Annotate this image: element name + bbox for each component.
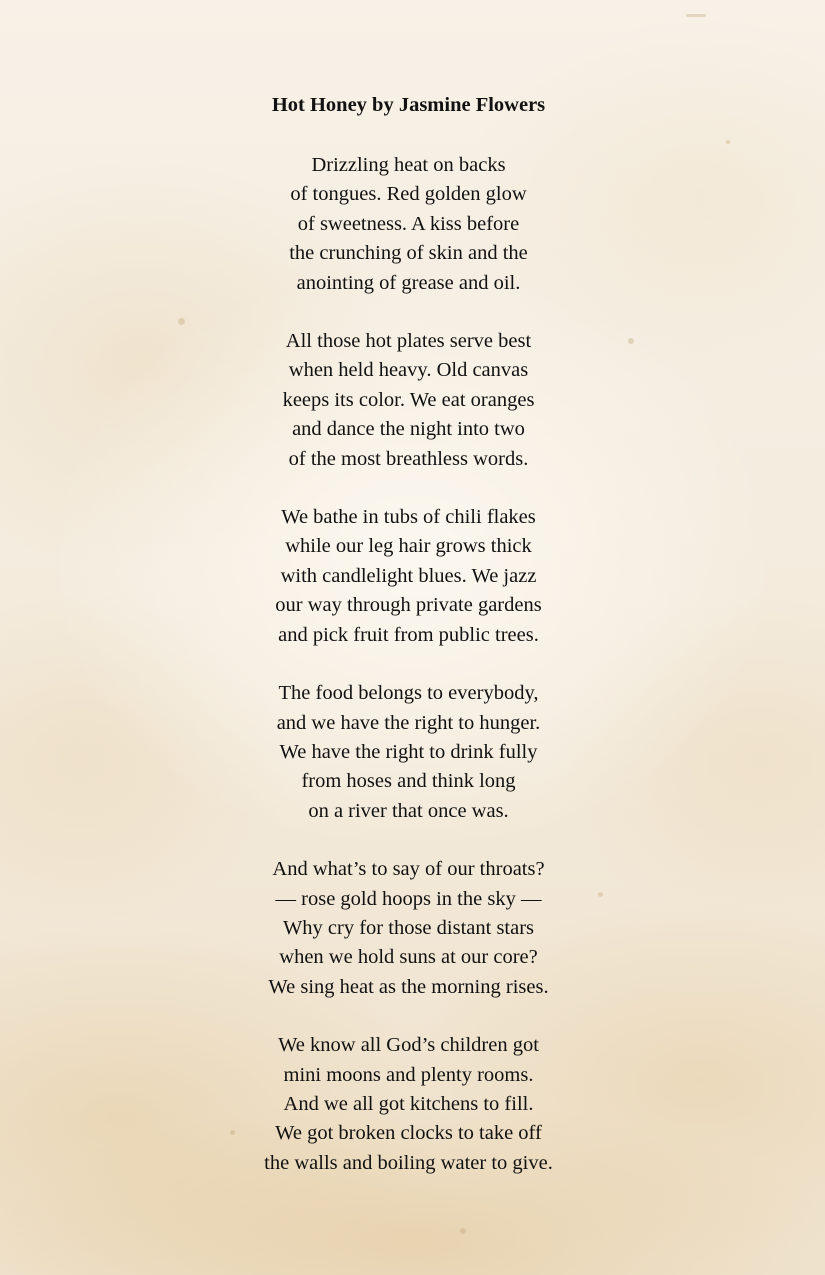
poem bbox=[0, 92, 817, 1207]
poem-line: and we have the right to hunger. bbox=[276, 711, 541, 734]
poem-title: Hot Honey by Jasmine Flowers bbox=[271, 94, 546, 116]
poem-line: the crunching of skin and the bbox=[289, 242, 528, 265]
poem-line: while our leg hair grows thick bbox=[285, 535, 532, 558]
poem-line: the walls and boiling water to give. bbox=[264, 1151, 553, 1174]
poem-line: We bathe in tubs of chili flakes bbox=[281, 506, 536, 529]
poem-line: We know all God’s children got bbox=[278, 1034, 539, 1057]
poem-line: on a river that once was. bbox=[308, 799, 509, 822]
stanza-2 bbox=[0, 327, 817, 474]
poem-line: when we hold suns at our core? bbox=[279, 946, 538, 969]
poem-line: We have the right to drink fully bbox=[279, 740, 538, 763]
poem-line: — rose gold hoops in the sky — bbox=[275, 887, 542, 910]
poem-line: And we all got kitchens to fill. bbox=[283, 1092, 534, 1115]
poem-line: from hoses and think long bbox=[301, 770, 516, 793]
poem-line: The food belongs to everybody, bbox=[278, 682, 539, 705]
poem-line: Why cry for those distant stars bbox=[282, 916, 535, 939]
poem-line: with candlelight blues. We jazz bbox=[280, 564, 537, 587]
poem-body bbox=[0, 151, 817, 1178]
paper-speck bbox=[686, 14, 706, 17]
stanza-4 bbox=[0, 679, 817, 826]
stanza-6 bbox=[0, 1031, 817, 1178]
poem-line: and pick fruit from public trees. bbox=[278, 623, 539, 646]
stanza-1 bbox=[0, 151, 817, 298]
poem-line: We sing heat as the morning rises. bbox=[268, 975, 549, 998]
poem-line: our way through private gardens bbox=[275, 594, 542, 617]
poem-line: And what’s to say of our throats? bbox=[272, 858, 545, 881]
poem-line: and dance the night into two bbox=[292, 418, 525, 441]
poem-line: of the most breathless words. bbox=[288, 447, 529, 470]
poem-line: anointing of grease and oil. bbox=[296, 271, 521, 294]
poem-line: Drizzling heat on backs bbox=[311, 154, 506, 176]
poem-line: of tongues. Red golden glow bbox=[290, 183, 527, 206]
poem-line: All those hot plates serve best bbox=[285, 330, 532, 353]
stanza-3 bbox=[0, 503, 817, 650]
poem-line: keeps its color. We eat oranges bbox=[282, 388, 535, 411]
poem-line: when held heavy. Old canvas bbox=[288, 359, 529, 382]
poem-line: We got broken clocks to take off bbox=[275, 1122, 542, 1145]
poem-line: mini moons and plenty rooms. bbox=[283, 1063, 534, 1086]
stanza-5 bbox=[0, 855, 817, 1002]
paper-speck bbox=[460, 1228, 466, 1234]
poem-line: of sweetness. A kiss before bbox=[297, 212, 520, 235]
